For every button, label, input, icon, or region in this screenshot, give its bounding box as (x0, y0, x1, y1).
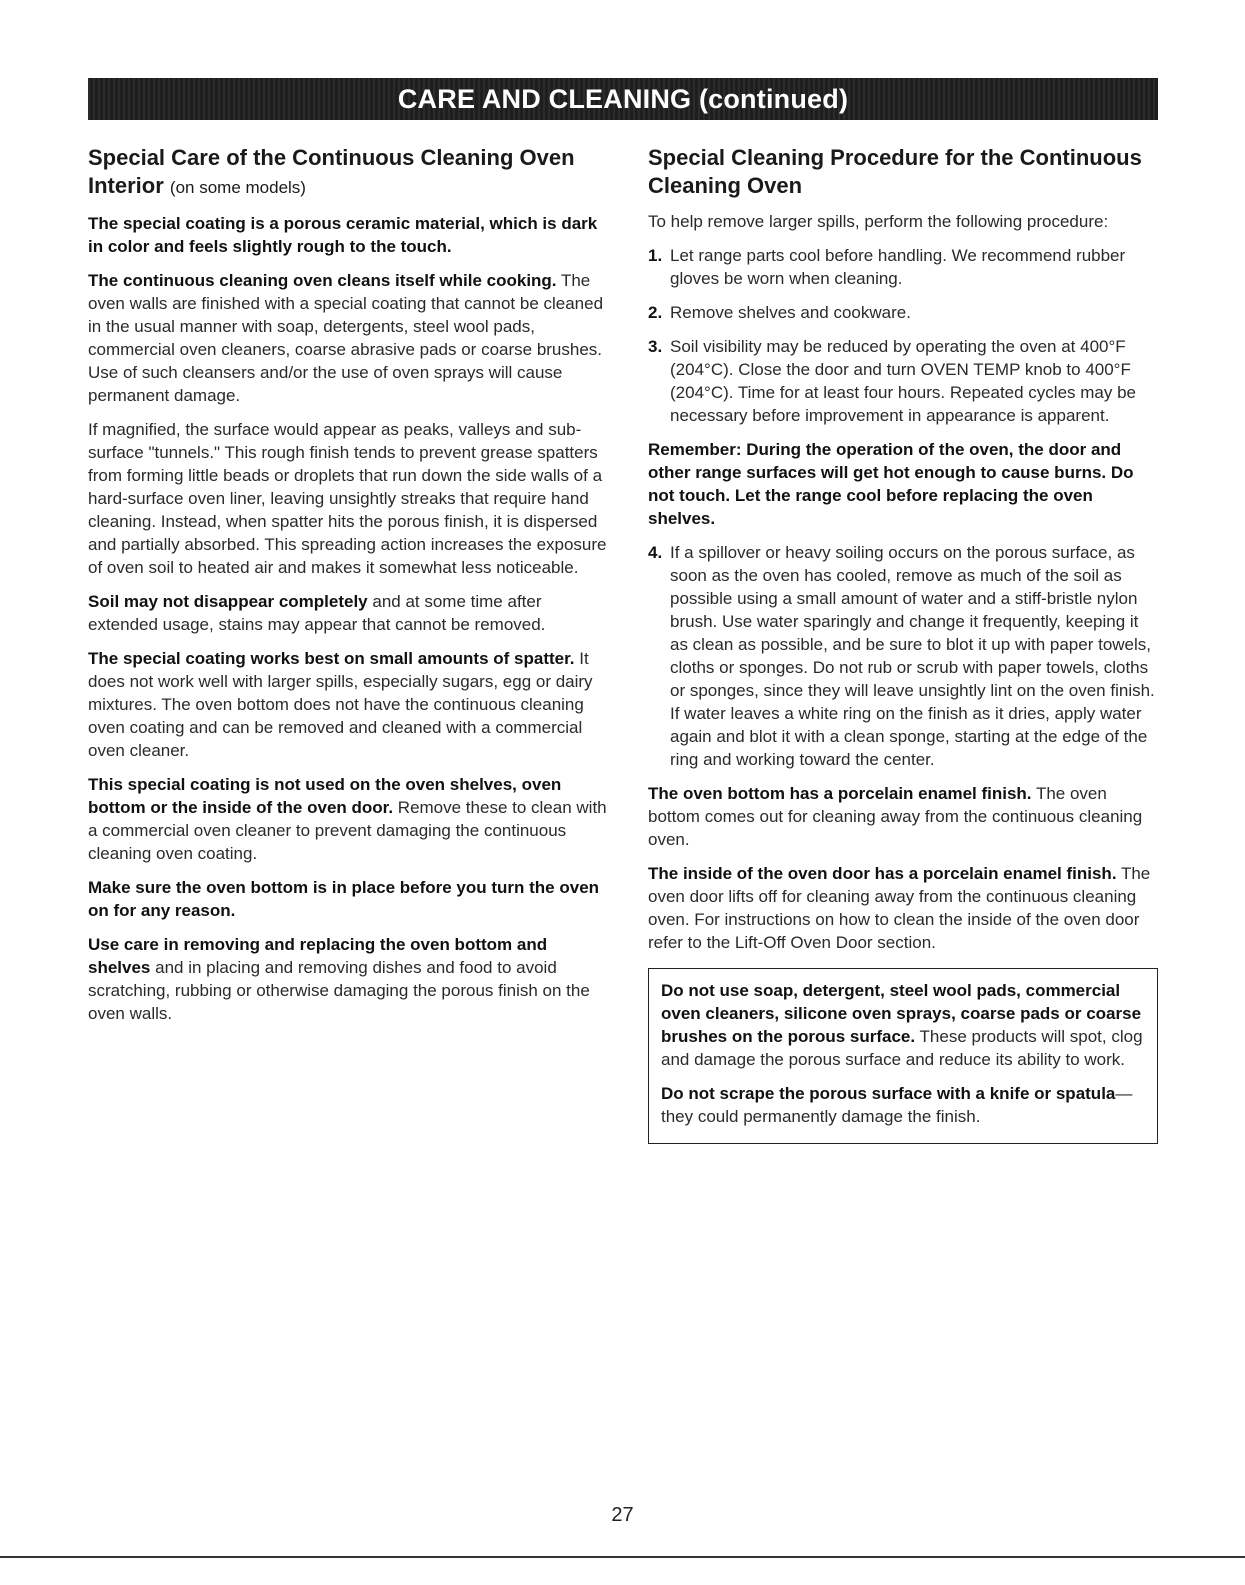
paragraph-text: and in placing and removing dishes and food to avoid scratching, rubbing or otherwise damaging the porous finish on the oven walls. (88, 958, 590, 1023)
step-text: Remove shelves and cookware. (670, 303, 911, 322)
paragraph-bold: This special coating is not used on the oven shelves, oven bottom or the inside of the oven door. (88, 775, 562, 817)
page-number: 27 (611, 1504, 634, 1526)
section-banner (88, 78, 1158, 120)
paragraph-text: It does not work well with larger spills, especially sugars, egg or dairy mixtures. The oven bottom does not have the continuous cleaning oven coating and can be removed and cleaned with a commercial oven cleaner. (88, 649, 593, 760)
step-number: 2. (648, 303, 663, 322)
step-text: If a spillover or heavy soiling occurs on the porous surface, as soon as the oven has cooled, remove as much of the soil as possible using a small amount of water and a stiff-bristle nylon brush. Use water sparingly and change it frequently, keeping it as clean as possible, and be sure to blot it up with paper towels, cloths or sponges. Do not rub or scrub with paper towels, cloths or sponges, since they will leave unsightly lint on the oven finish. If water leaves a white ring on the finish as it dries, apply water again and blot it with a clean sponge, starting at the edge of the ring and working toward the center. (670, 543, 1155, 769)
paragraph-bold: The special coating is a porous ceramic material, which is dark in color and feels slightly rough to the touch. (88, 214, 598, 256)
warning-bold: Do not use soap, detergent, steel wool pads, commercial oven cleaners, silicone oven sprays, coarse pads or coarse brushes on the porous surface. (661, 981, 1142, 1046)
warning-box (648, 968, 1158, 1144)
paragraph (648, 862, 1158, 954)
remember-text: Remember: During the operation of the oven, the door and other range surfaces will get hot enough to cause burns. Do not touch. Let the range cool before replacing the oven shelves. (648, 440, 1134, 528)
paragraph-text: The oven walls are finished with a special coating that cannot be cleaned in the usual manner with soap, detergents, steel wool pads, commercial oven cleaners, coarse abrasive pads or coarse brushes. Use of such cleansers and/or the use of oven sprays will cause permanent damage. (88, 271, 604, 405)
left-column (88, 144, 608, 1036)
step-number: 1. (648, 246, 663, 265)
left-heading (88, 144, 608, 202)
right-heading: Special Cleaning Procedure for the Continuous Cleaning Oven (648, 145, 1142, 198)
paragraph (88, 212, 608, 258)
paragraph-text: The oven bottom comes out for cleaning away from the continuous cleaning oven. (648, 784, 1143, 849)
paragraph-text: If magnified, the surface would appear as peaks, valleys and sub-surface "tunnels." This rough finish tends to prevent grease spatters from forming little beads or droplets that run down the side walls of a hard-surface oven liner, leaving unsightly streaks that require hand cleaning. Instead, when spatter hits the porous finish, it is dispersed and partially absorbed. This spreading action increases the exposure of oven soil to heated air and makes it somewhat less noticeable. (88, 420, 607, 577)
paragraph (88, 590, 608, 636)
procedure-steps (648, 244, 1158, 427)
paragraph-text: Remove these to clean with a commercial oven cleaner to prevent damaging the continuous cleaning oven coating. (88, 798, 607, 863)
paragraph-bold: The inside of the oven door has a porcelain enamel finish. (648, 864, 1117, 883)
section-title: CARE AND CLEANING (continued) (397, 83, 849, 114)
warning-text: These products will spot, clog and damage the porous surface and reduce its ability to work. (661, 1027, 1143, 1069)
warning-paragraph (661, 979, 1145, 1071)
list-item (648, 335, 1158, 427)
list-item (648, 244, 1158, 290)
left-heading-main: Special Care of the Continuous Cleaning Oven Interior (88, 145, 575, 198)
paragraph (648, 782, 1158, 851)
paragraph-text: and at some time after extended usage, stains may appear that cannot be removed. (88, 592, 546, 634)
list-item (648, 541, 1158, 771)
right-column (648, 144, 1158, 1144)
paragraph-bold: The special coating works best on small amounts of spatter. (88, 649, 575, 668)
paragraph (88, 773, 608, 865)
step-number: 4. (648, 543, 663, 562)
paragraph-bold: Use care in removing and replacing the oven bottom and shelves (88, 935, 548, 977)
left-heading-note: (on some models) (169, 178, 306, 197)
list-item (648, 301, 1158, 324)
step-number: 3. (648, 337, 663, 356)
remember-warning (648, 438, 1158, 530)
warning-text: —they could permanently damage the finish. (661, 1084, 1133, 1126)
warning-bold: Do not scrape the porous surface with a knife or spatula (661, 1084, 1116, 1103)
paragraph (88, 418, 608, 579)
paragraph (88, 933, 608, 1025)
bottom-divider (0, 1556, 1245, 1558)
warning-paragraph (661, 1082, 1145, 1128)
procedure-steps-continued (648, 541, 1158, 771)
paragraph-text: The oven door lifts off for cleaning away from the continuous cleaning oven. For instructions on how to clean the inside of the oven door refer to the Lift-Off Oven Door section. (648, 864, 1151, 952)
step-text: Let range parts cool before handling. We recommend rubber gloves be worn when cleaning. (670, 246, 1126, 288)
procedure-intro: To help remove larger spills, perform the following procedure: (648, 212, 1109, 231)
paragraph-bold: Soil may not disappear completely (88, 592, 368, 611)
paragraph-bold: The oven bottom has a porcelain enamel finish. (648, 784, 1032, 803)
paragraph (88, 269, 608, 407)
paragraph-bold: The continuous cleaning oven cleans itself while cooking. (88, 271, 557, 290)
step-text: Soil visibility may be reduced by operating the oven at 400°F (204°C). Close the door and turn OVEN TEMP knob to 400°F (204°C). Time for at least four hours. Repeated cycles may be necessary before improvement in appearance is apparent. (670, 337, 1137, 425)
paragraph-bold: Make sure the oven bottom is in place before you turn the oven on for any reason. (88, 878, 600, 920)
paragraph (88, 876, 608, 922)
paragraph (88, 647, 608, 762)
